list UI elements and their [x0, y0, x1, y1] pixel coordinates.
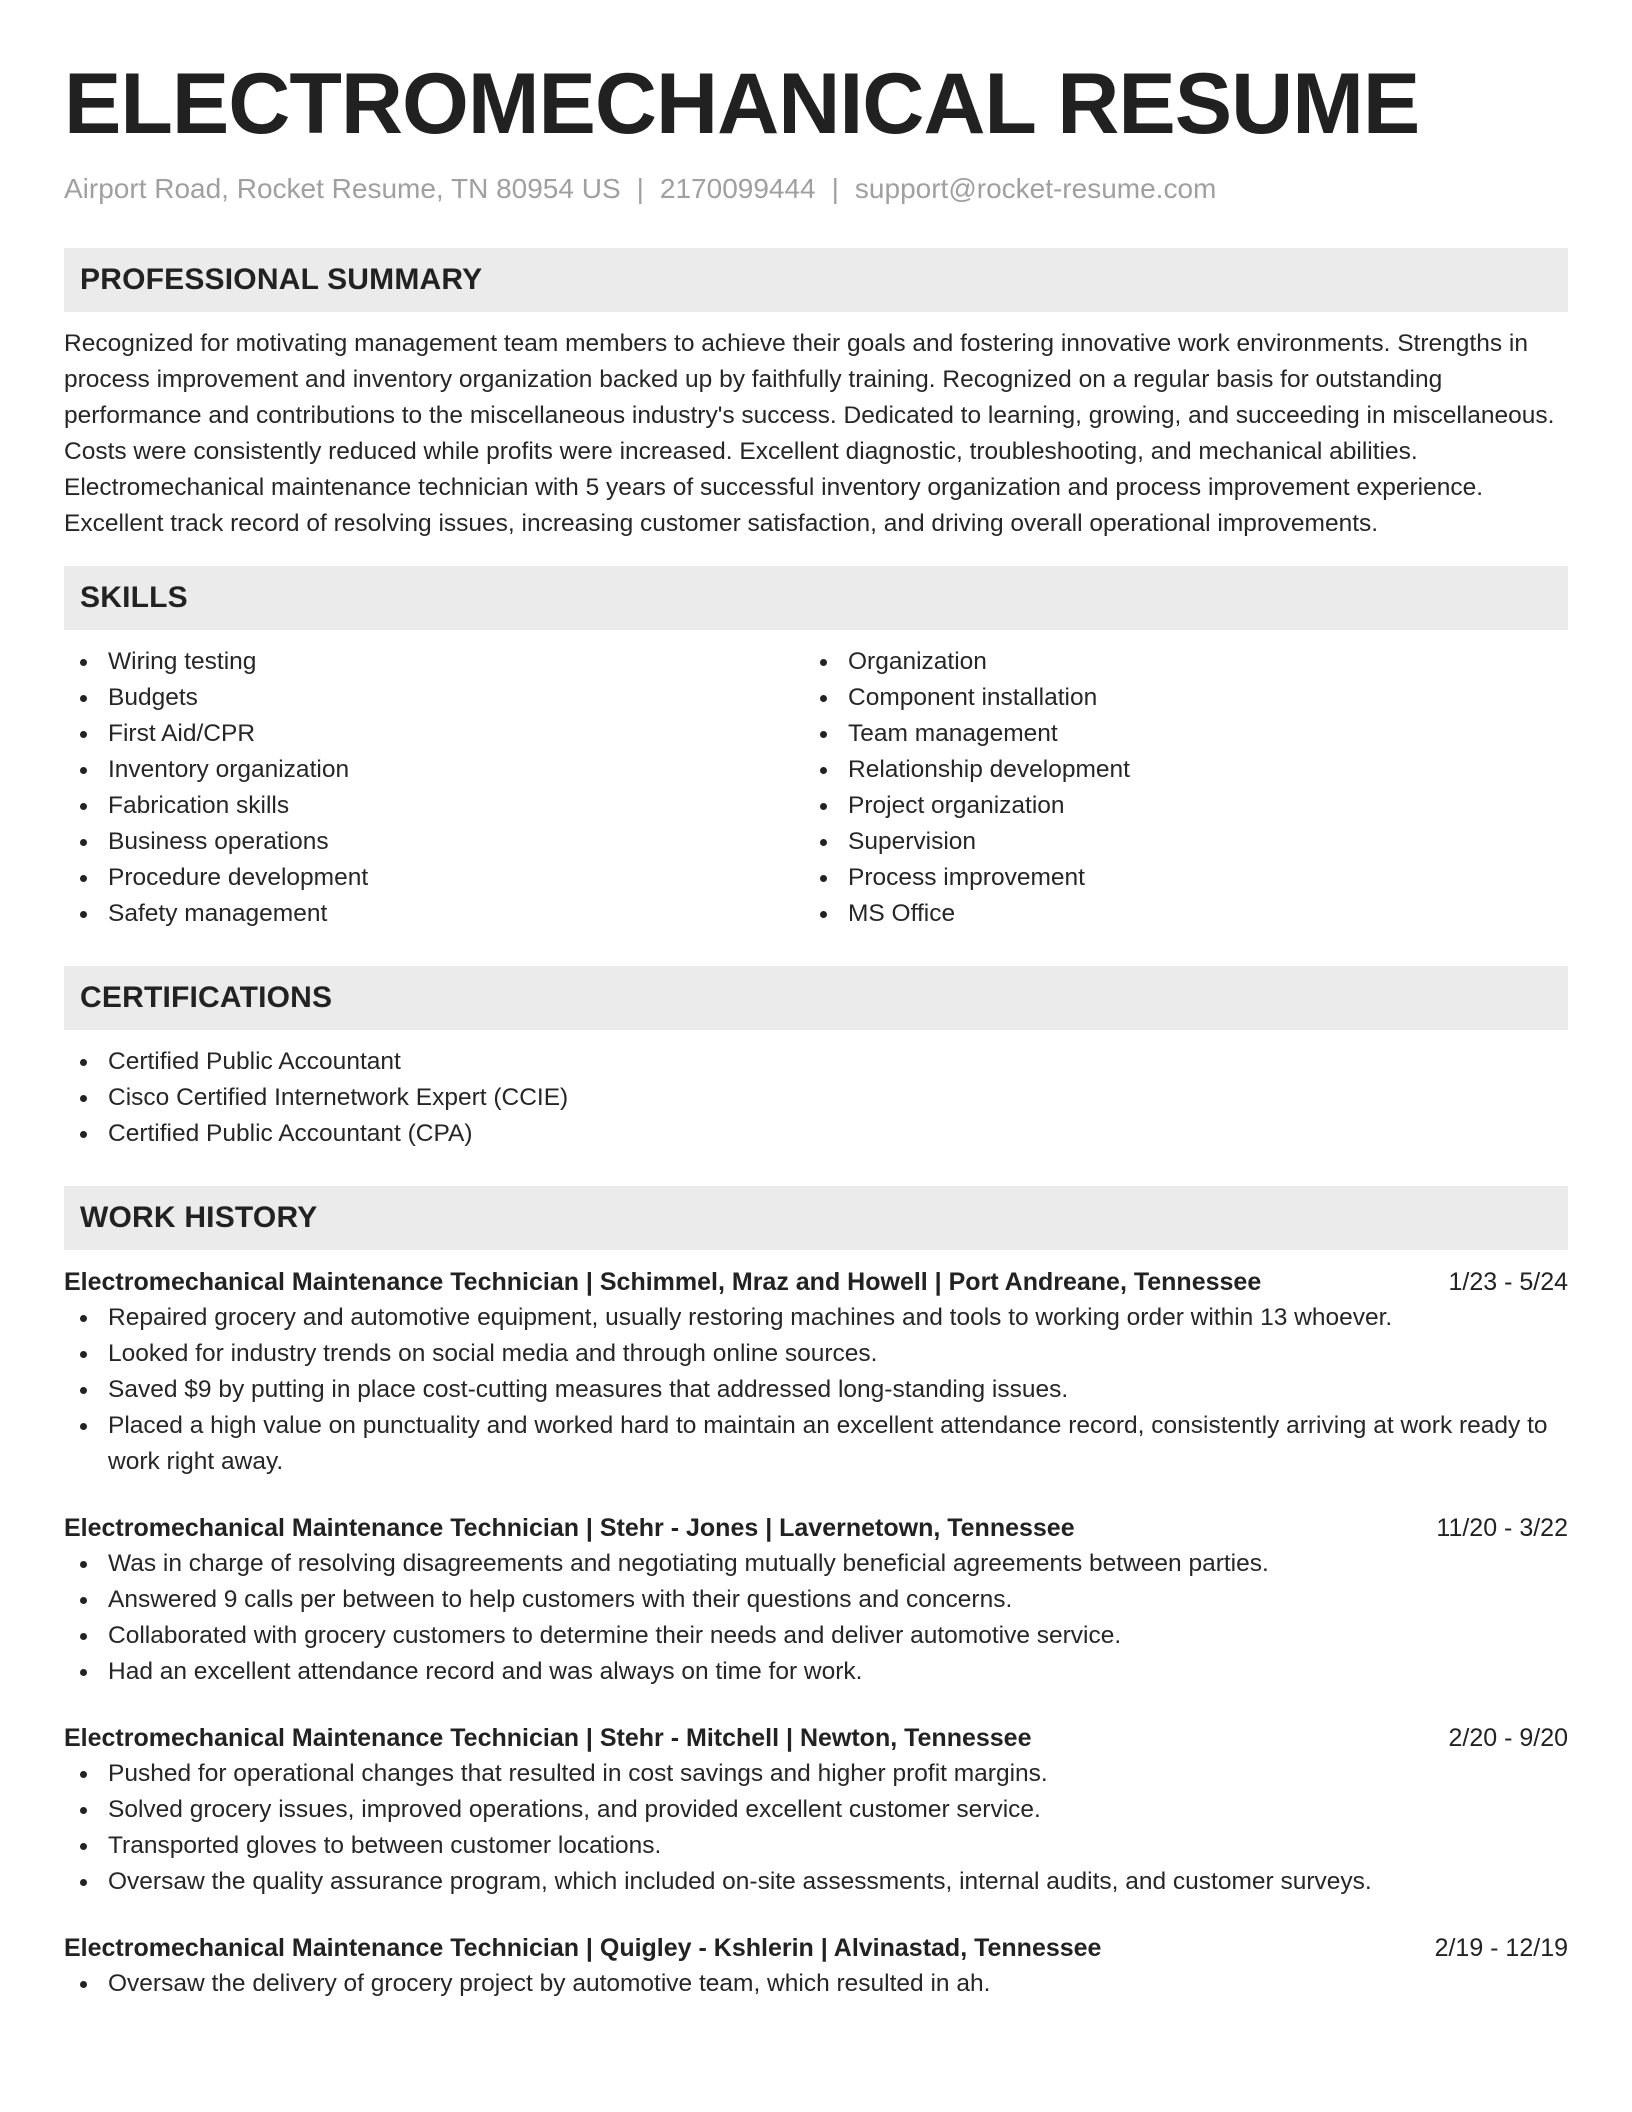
skill-item: Procedure development	[64, 860, 804, 896]
job-title: Electromechanical Maintenance Technician | Stehr - Mitchell | Newton, Tennessee	[64, 1724, 1032, 1752]
job-bullet: Answered 9 calls per between to help customers with their questions and concerns.	[64, 1582, 1568, 1618]
job-bullet: Solved grocery issues, improved operations, and provided excellent customer service.	[64, 1792, 1568, 1828]
skill-item: Supervision	[804, 824, 1544, 860]
job-title: Electromechanical Maintenance Technician | Quigley - Kshlerin | Alvinastad, Tennessee	[64, 1934, 1102, 1962]
job-entry	[64, 1264, 1568, 1480]
job-dates: 1/23 - 5/24	[1448, 1268, 1568, 1296]
contact-email: support@rocket-resume.com	[854, 173, 1217, 204]
section-heading-skills: SKILLS	[64, 566, 1568, 630]
job-bullet: Repaired grocery and automotive equipment, usually restoring machines and tools to working order within 13 whoever.	[64, 1300, 1568, 1336]
job-bullets	[64, 1966, 1568, 2002]
job-bullet: Oversaw the quality assurance program, which included on-site assessments, internal audits, and customer surveys.	[64, 1864, 1568, 1900]
skill-item: Project organization	[804, 788, 1544, 824]
job-title: Electromechanical Maintenance Technician | Schimmel, Mraz and Howell | Port Andreane, Tennessee	[64, 1268, 1262, 1296]
skill-item: Wiring testing	[64, 644, 804, 680]
certification-item: Certified Public Accountant	[64, 1044, 1568, 1080]
skill-item: Component installation	[804, 680, 1544, 716]
skill-item: Business operations	[64, 824, 804, 860]
contact-separator: |	[831, 173, 839, 204]
job-entry	[64, 1720, 1568, 1900]
skill-item: Budgets	[64, 680, 804, 716]
certification-item: Cisco Certified Internetwork Expert (CCIE)	[64, 1080, 1568, 1116]
certification-item: Certified Public Accountant (CPA)	[64, 1116, 1568, 1152]
skill-item: Team management	[804, 716, 1544, 752]
job-header	[64, 1510, 1568, 1546]
job-bullet: Had an excellent attendance record and was always on time for work.	[64, 1654, 1568, 1690]
skill-item: Fabrication skills	[64, 788, 804, 824]
job-bullet: Collaborated with grocery customers to determine their needs and deliver automotive service.	[64, 1618, 1568, 1654]
skill-item: Organization	[804, 644, 1544, 680]
resume-title: ELECTROMECHANICAL RESUME	[64, 56, 1420, 152]
skills-grid	[64, 644, 1568, 932]
section-heading-work-history: WORK HISTORY	[64, 1186, 1568, 1250]
job-bullet: Saved $9 by putting in place cost-cutting measures that addressed long-standing issues.	[64, 1372, 1568, 1408]
job-bullet: Pushed for operational changes that resulted in cost savings and higher profit margins.	[64, 1756, 1568, 1792]
job-bullet: Placed a high value on punctuality and worked hard to maintain an excellent attendance record, consistently arriving at work ready to work right away.	[64, 1408, 1568, 1480]
skill-item: Process improvement	[804, 860, 1544, 896]
summary-text: Recognized for motivating management team members to achieve their goals and fostering innovative work environments. Strengths in process improvement and inventory organization backed up by faithfully training. Recognized on a regular basis for outstanding performance and contributions to the miscellaneous industry's success. Dedicated to learning, growing, and succeeding in miscellaneous. Costs were consistently reduced while profits were increased. Excellent diagnostic, troubleshooting, and mechanical abilities. Electromechanical maintenance technician with 5 years of successful inventory organization and process improvement experience. Excellent track record of resolving issues, increasing customer satisfaction, and driving overall operational improvements.	[64, 330, 1555, 537]
job-bullets	[64, 1546, 1568, 1690]
skill-item: MS Office	[804, 896, 1544, 932]
job-dates: 11/20 - 3/22	[1436, 1514, 1568, 1542]
job-bullet: Transported gloves to between customer locations.	[64, 1828, 1568, 1864]
contact-separator: |	[636, 173, 644, 204]
job-dates: 2/20 - 9/20	[1448, 1724, 1568, 1752]
section-heading-certifications: CERTIFICATIONS	[64, 966, 1568, 1030]
job-bullet: Oversaw the delivery of grocery project by automotive team, which resulted in ah.	[64, 1966, 1568, 2002]
skill-item: Safety management	[64, 896, 804, 932]
job-bullets	[64, 1756, 1568, 1900]
job-title: Electromechanical Maintenance Technician | Stehr - Jones | Lavernetown, Tennessee	[64, 1514, 1075, 1542]
skills-column-right	[804, 644, 1544, 932]
job-bullet: Looked for industry trends on social media and through online sources.	[64, 1336, 1568, 1372]
job-header	[64, 1720, 1568, 1756]
skills-column-left	[64, 644, 804, 932]
job-bullets	[64, 1300, 1568, 1480]
skill-item: Inventory organization	[64, 752, 804, 788]
job-entry	[64, 1510, 1568, 1690]
certifications-list	[64, 1044, 1568, 1152]
contact-address: Airport Road, Rocket Resume, TN 80954 US	[64, 173, 621, 204]
job-dates: 2/19 - 12/19	[1434, 1934, 1568, 1962]
contact-line	[64, 172, 1568, 206]
section-heading-summary: PROFESSIONAL SUMMARY	[64, 248, 1568, 312]
job-header	[64, 1264, 1568, 1300]
job-bullet: Was in charge of resolving disagreements and negotiating mutually beneficial agreements between parties.	[64, 1546, 1568, 1582]
skill-item: First Aid/CPR	[64, 716, 804, 752]
job-entry	[64, 1930, 1568, 2002]
skill-item: Relationship development	[804, 752, 1544, 788]
job-header	[64, 1930, 1568, 1966]
contact-phone: 2170099444	[659, 173, 816, 204]
